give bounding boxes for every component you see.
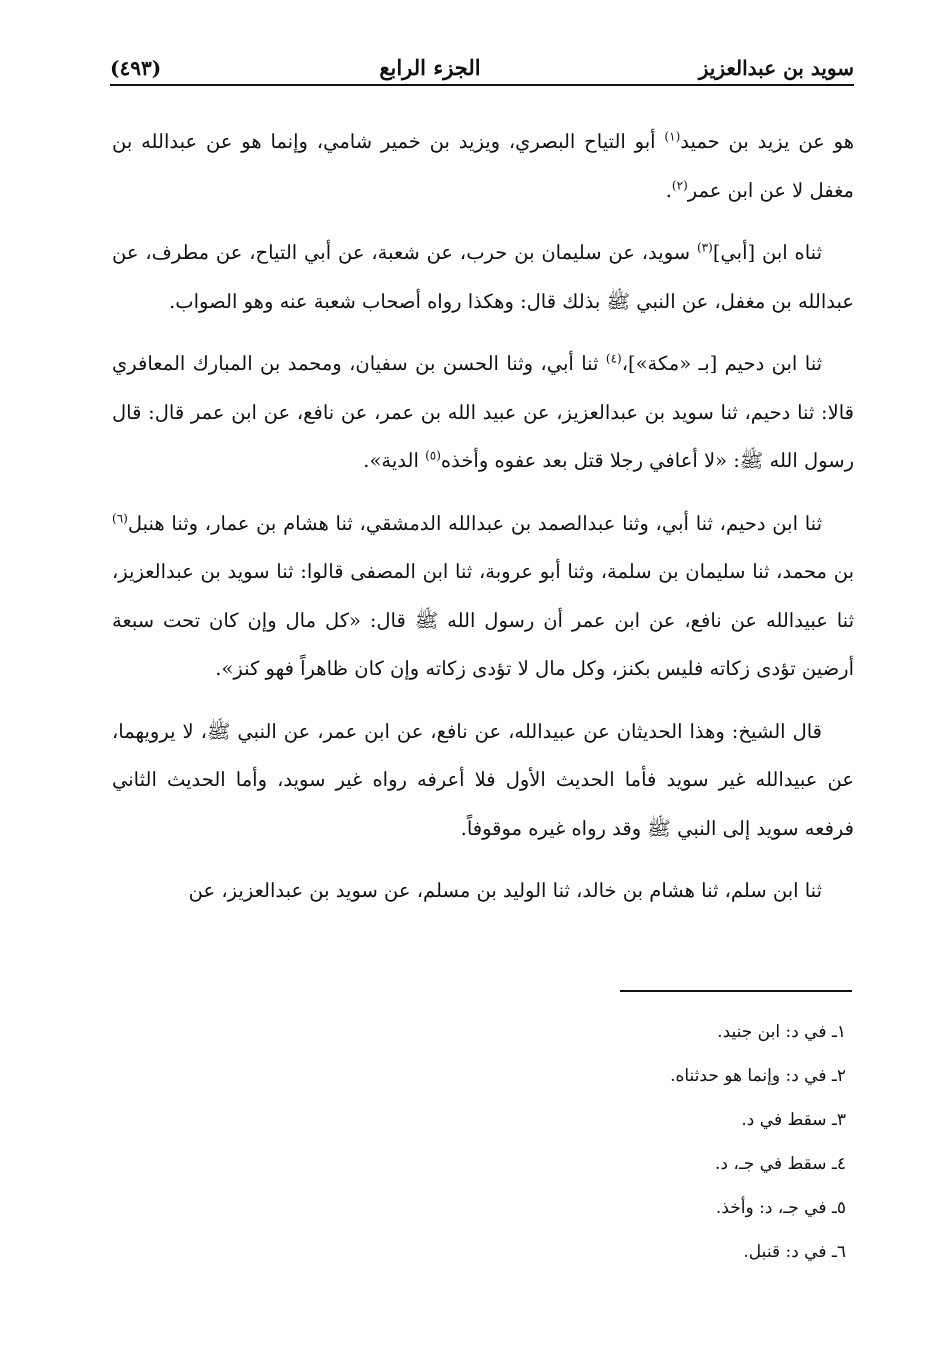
text-run: أبو التياح البصري، ويزيد بن خمير شامي، وإنما هو عن عبدالله بن مغفل لا عن ابن عمر	[112, 130, 854, 202]
footnote-ref-3: (٣)	[696, 240, 713, 255]
footnotes	[446, 1010, 846, 1274]
footnote-ref-2: (٢)	[671, 178, 688, 192]
footnote-ref-6: (٦)	[112, 511, 128, 525]
paragraph-6	[112, 867, 854, 916]
text-run: هو عن يزيد بن حميد	[680, 130, 854, 153]
running-header	[110, 36, 854, 80]
main-text	[112, 118, 854, 930]
footnote-5: ٥ـ في جـ، د: وأخذ.	[715, 1198, 846, 1218]
paragraph-1	[112, 118, 854, 215]
header-rule	[110, 84, 854, 86]
text-run: سويد، عن سليمان بن حرب، عن شعبة، عن أبي التياح، عن مطرف، عن عبدالله بن مغفل، عن النبي ﷺ بذلك قال: وهكذا رواه أصحاب شعبة عنه وهو الصواب.	[112, 241, 854, 313]
paragraph-4	[112, 500, 854, 694]
paragraph-2	[112, 229, 854, 326]
text-run: قال الشيخ: وهذا الحديثان عن عبيدالله، عن نافع، عن ابن عمر، عن النبي ﷺ، لا يرويهما، عن عبيدالله غير سويد فأما الحديث الأول فلا أعرفه رواه غير سويد، وأما الحديث الثاني فرفعه سويد إلى النبي ﷺ وقد رواه غيره موقوفاً.	[112, 719, 854, 840]
text-run: ثنا أبي، وثنا الحسن بن سفيان، ومحمد بن المبارك المعافري قالا: ثنا دحيم، ثنا سويد بن عبدالعزيز، عن عبيد الله بن عمر، عن نافع، عن ابن عمر قال: قال رسول الله ﷺ: «لا أعافي رجلا قتل بعد عفوه وأخذه	[112, 352, 854, 472]
footnote-separator	[620, 990, 852, 992]
paragraph-3	[112, 340, 854, 486]
footnote-1: ١ـ في د: ابن جنيد.	[717, 1022, 846, 1042]
text-run: الدية».	[363, 449, 426, 472]
footnote-ref-5: (٥)	[425, 448, 441, 463]
footnote-ref-1: (١)	[664, 129, 681, 144]
footnote-2: ٢ـ في د: وإنما هو حدثناه.	[670, 1066, 846, 1086]
text-run: .	[665, 178, 672, 202]
text-run: ثنا ابن دحيم [بـ «مكة»]،	[621, 352, 823, 375]
text-run: ثنا ابن دحيم، ثنا أبي، وثنا عبدالصمد بن عبدالله الدمشقي، ثنا هشام بن عمار، وثنا هنبل	[127, 511, 822, 535]
footnote-3: ٣ـ سقط في د.	[741, 1110, 846, 1130]
footnote-6: ٦ـ في د: قنبل.	[743, 1242, 846, 1262]
page-number: (٤٩٣)	[110, 56, 162, 80]
paragraph-5	[112, 708, 854, 854]
text-run: ثنا ابن سلم، ثنا هشام بن خالد، ثنا الوليد بن مسلم، عن سويد بن عبدالعزيز، عن	[188, 879, 822, 902]
text-run: بن محمد، ثنا سليمان بن سلمة، وثنا أبو عروبة، ثنا ابن المصفى قالوا: ثنا سويد بن عبدالعزيز، ثنا عبيدالله عن نافع، عن ابن عمر أن رسول الله ﷺ قال: «كل مال وإن كان تحت سبعة أرضين تؤدى زكاته فليس بكنز، وكل مال لا تؤدى زكاته وإن كان ظاهراً فهو كنز».	[112, 560, 854, 680]
header-volume-title: الجزء الرابع	[379, 55, 481, 80]
footnote-4: ٤ـ سقط في جـ، د.	[715, 1154, 846, 1174]
text-run: ثناه ابن [أبي]	[712, 241, 822, 264]
header-book-section: سويد بن عبدالعزيز	[698, 56, 854, 80]
footnote-ref-4: (٤)	[605, 351, 622, 366]
